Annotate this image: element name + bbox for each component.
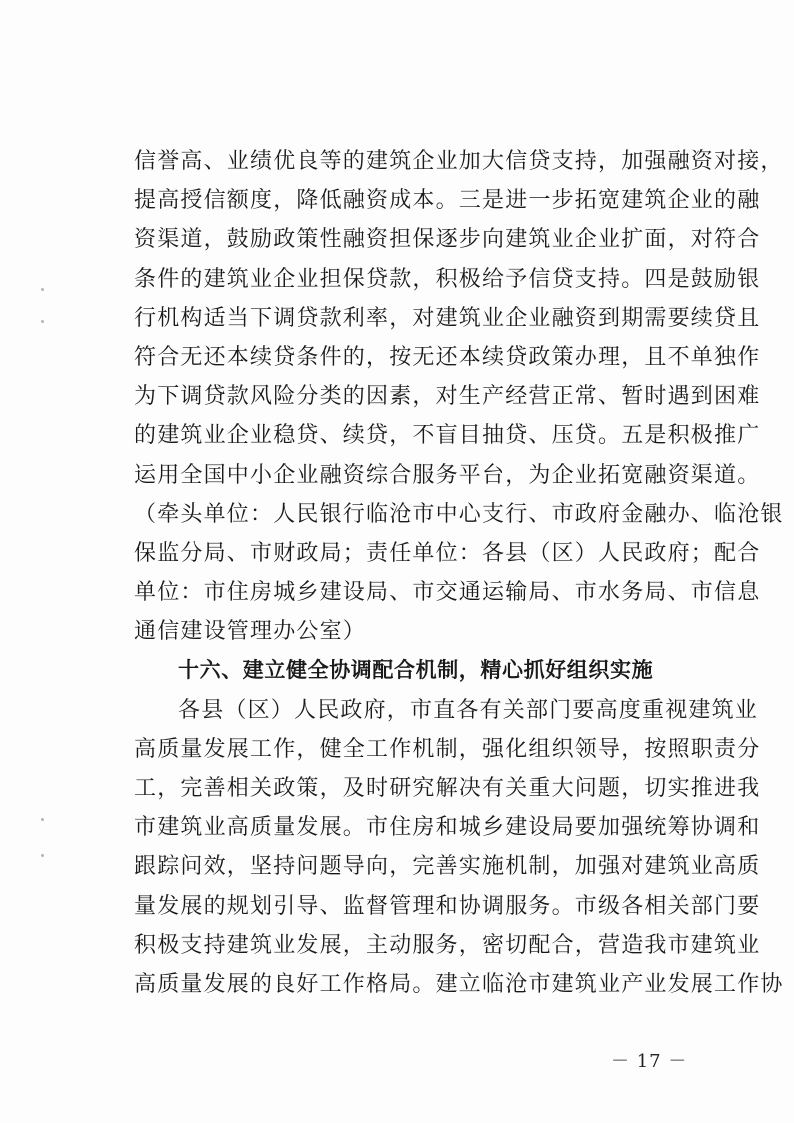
paragraph-line: 为下调贷款风险分类的因素，对生产经营正常、暂时遇到困难 (134, 384, 761, 410)
page-number: － 17 － (611, 1051, 688, 1072)
paragraph-line: 市建筑业高质量发展。市住房和城乡建设局要加强统筹协调和 (134, 815, 761, 841)
paragraph-line: 高质量发展的良好工作格局。建立临沧市建筑业产业发展工作协 (134, 971, 784, 997)
paragraph-line: 量发展的规划引导、监督管理和协调服务。市级各相关部门要 (134, 893, 761, 919)
paragraph-line: 符合无还本续贷条件的，按无还本续贷政策办理，且不单独作 (134, 344, 761, 370)
scan-speck (41, 854, 44, 857)
paragraph-line: 保监分局、市财政局；责任单位：各县（区）人民政府；配合 (134, 540, 761, 566)
paragraph-line (134, 691, 759, 730)
scan-speck (41, 320, 44, 323)
body-text (134, 142, 784, 1004)
paragraph-line: 工，完善相关政策，及时研究解决有关重大问题，切实推进我 (134, 776, 761, 801)
section-heading-text: 十六、建立健全协调配合机制，精心抓好组织实施 (178, 658, 654, 683)
paragraph-line-text: 各县（区）人民政府，市直各有关部门要高度重视建筑业 (178, 697, 759, 723)
paragraph-line: 提高授信额度，降低融资成本。三是进一步拓宽建筑企业的融 (134, 188, 761, 214)
paragraph-line: 积极支持建筑业发展，主动服务，密切配合，营造我市建筑业 (134, 932, 761, 958)
paragraph-line: 单位：市住房城乡建设局、市交通运输局、市水务局、市信息 (134, 580, 761, 606)
paragraph-line: 行机构适当下调贷款利率，对建筑业企业融资到期需要续贷且 (134, 305, 761, 331)
paragraph-line: 通信建设管理办公室） (134, 619, 367, 645)
scan-speck (41, 818, 44, 821)
paragraph-line: 高质量发展工作，健全工作机制，强化组织领导，按照职责分 (134, 736, 761, 762)
paragraph-line: 的建筑业企业稳贷、续贷，不盲目抽贷、压贷。五是积极推广 (134, 423, 761, 449)
scan-speck (41, 288, 44, 291)
paragraph-line: 信誉高、业绩优良等的建筑企业加大信贷支持，加强融资对接， (134, 149, 784, 174)
paragraph-line: 运用全国中小企业融资综合服务平台，为企业拓宽融资渠道。 (134, 462, 761, 488)
section-heading (134, 651, 694, 690)
paragraph-line: 跟踪问效，坚持问题导向，完善实施机制，加强对建筑业高质 (134, 854, 761, 880)
paragraph-line: 条件的建筑业企业担保贷款，积极给予信贷支持。四是鼓励银 (134, 266, 761, 292)
paragraph-line: 资渠道，鼓励政策性融资担保逐步向建筑业企业扩面，对符合 (134, 227, 761, 253)
paragraph-line: （牵头单位：人民银行临沧市中心支行、市政府金融办、临沧银 (134, 501, 784, 527)
